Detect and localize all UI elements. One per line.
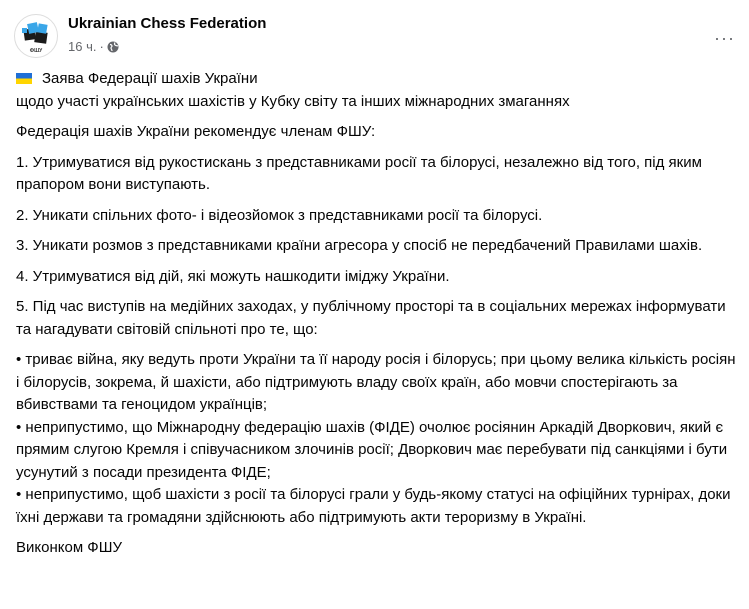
bullet-1: • триває війна, яку ведуть проти України та її народу росія і білорусь; при цьому велика кількість росіян і білорусів, зокрема, й шахісти, або підтримують владу своїх країн, або мовчи спостерігають за вбивствами та геноцидом українців; [16, 351, 736, 413]
bullet-2: • неприпустимо, що Міжнародну федерацію шахів (ФІДЕ) очолює росіянин Аркадій Дворкович, який є прямим слугою Кремля і співучасником злочинів росії; Дворкович має перебувати під санкціями і бути усунутий з посади президента ФІДЕ; [16, 418, 728, 481]
bullets [16, 349, 738, 529]
point-3: 3. Уникати розмов з представниками країни агресора у спосіб не передбачений Правилами шахів. [16, 237, 703, 254]
title-line-2: щодо участі українських шахістів у Кубку світу та інших міжнародних змаганнях [16, 92, 570, 110]
point-2: 2. Уникати спільних фото- і відеозйомок з представниками росії та білорусі. [16, 206, 543, 224]
post-header [14, 12, 749, 60]
globe-icon[interactable] [107, 41, 119, 53]
chess-federation-logo [15, 15, 57, 57]
separator: · [99, 39, 104, 54]
intro: Федерація шахів України рекомендує членам ФШУ: [16, 123, 376, 140]
point-1: 1. Утримуватися від рукостискань з представниками росії та білорусі, незалежно від того, під яким прапором вони виступають. [16, 153, 702, 193]
more-options-button[interactable]: ··· [714, 28, 735, 48]
bullet-3: • неприпустимо, щоб шахісти з росії та білорусі грали у будь-якому статусі на офіційних турнірах, доки їхні держави та громадяни здійснюють або підтримують акти тероризму в Україні. [16, 486, 731, 526]
svg-text:ФШУ: ФШУ [29, 48, 43, 54]
point-5: 5. Під час виступів на медійних заходах, у публічному просторі та в соціальних мережах інформувати та нагадувати світовій спільноті про те, що: [16, 298, 726, 338]
title-line-1: Заява Федерації шахів України [42, 70, 258, 87]
post-meta [68, 39, 119, 54]
signature: Виконком ФШУ [16, 539, 122, 556]
avatar[interactable] [14, 14, 58, 58]
post-title [16, 68, 738, 113]
post-body [16, 68, 738, 568]
author-name[interactable]: Ukrainian Chess Federation [68, 15, 267, 32]
point-4: 4. Утримуватися від дій, які можуть нашкодити іміджу України. [16, 267, 450, 285]
timestamp[interactable]: 16 ч. [68, 39, 97, 54]
ukraine-flag-icon [16, 73, 32, 84]
